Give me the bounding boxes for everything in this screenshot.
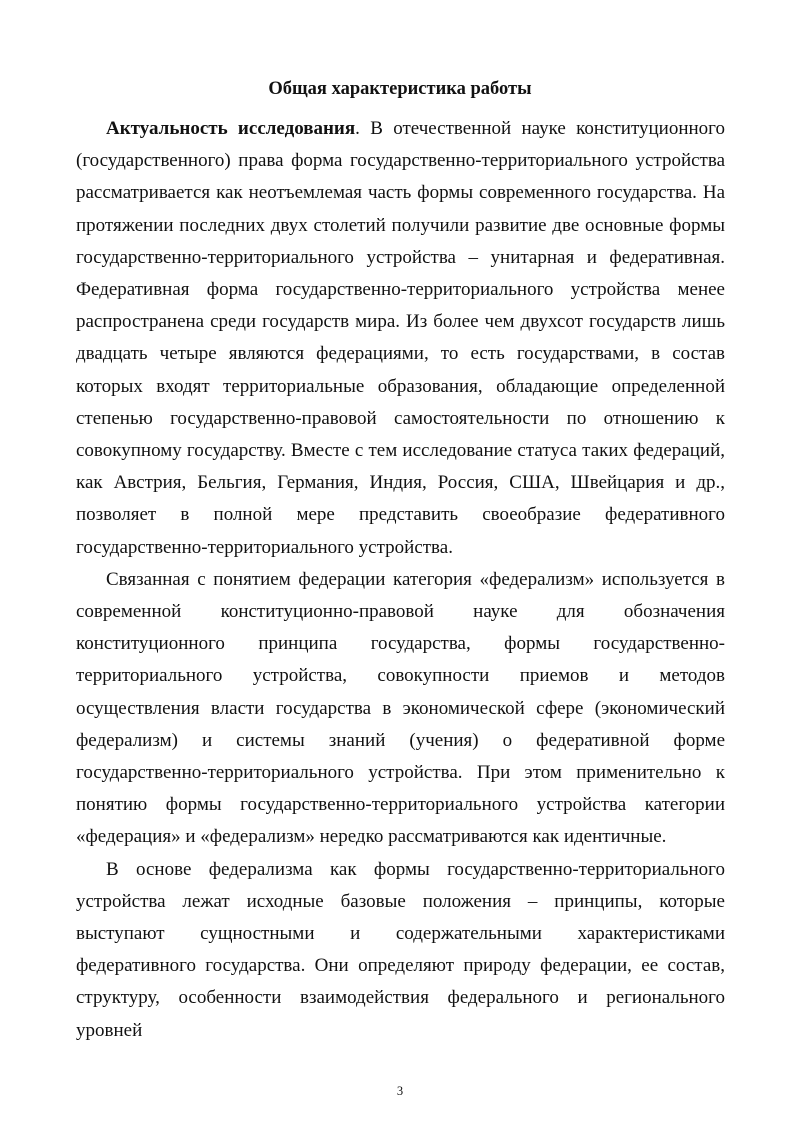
page-title: Общая характеристика работы [268, 79, 532, 99]
paragraph-federalism-principles: В основе федерализма как формы государственно-территориального устройства лежат исходные базовые положения – принципы, которые выступают сущностными и содержательными характеристиками федеративного государства. Они определяют природу федерации, ее состав, структуру, особенности взаимодействия федерального и регионального уровней [76, 858, 725, 1041]
paragraph-federalism-category: Связанная с понятием федерации категория «федерализм» используется в современной конституционно-правовой науке для обозначения конституционного принципа государства, формы государственно-территориального устройства, совокупности приемов и методов осуществления власти государства в экономической сфере (экономический федерализм) и системы знаний (учения) о федеративной форме государственно-территориального устройства. При этом применительно к понятию формы государственно-территориального устройства категории «федерация» и «федерализм» нередко рассматриваются как идентичные. [76, 568, 725, 848]
page-number: 3 [396, 1084, 404, 1098]
paragraph-lead-heading: Актуальность исследования [106, 118, 356, 139]
paragraph-relevance [76, 113, 725, 564]
document-body [76, 113, 725, 1047]
paragraph-relevance-text: . В отечественной науке конституционного (государственного) права форма государственно-территориального устройства рассматривается как неотъемлемая часть формы современного государства. На протяжении последних двух столетий получили развитие две основные формы государственно-территориального устройства – унитарная и федеративная. Федеративная форма государственно-территориального устройства менее распространена среди государств мира. Из более чем двухсот государств лишь двадцать четыре являются федерациями, то есть государствами, в состав которых входят территориальные образования, обладающие определенной степенью государственно-правовой самостоятельности по отношению к совокупному государству. Вместе с тем исследование статуса таких федераций, как Австрия, Бельгия, Германия, Индия, Россия, США, Швейцария и др., позволяет в полной мере представить своеобразие федеративного государственно-территориального устройства. [76, 118, 725, 558]
